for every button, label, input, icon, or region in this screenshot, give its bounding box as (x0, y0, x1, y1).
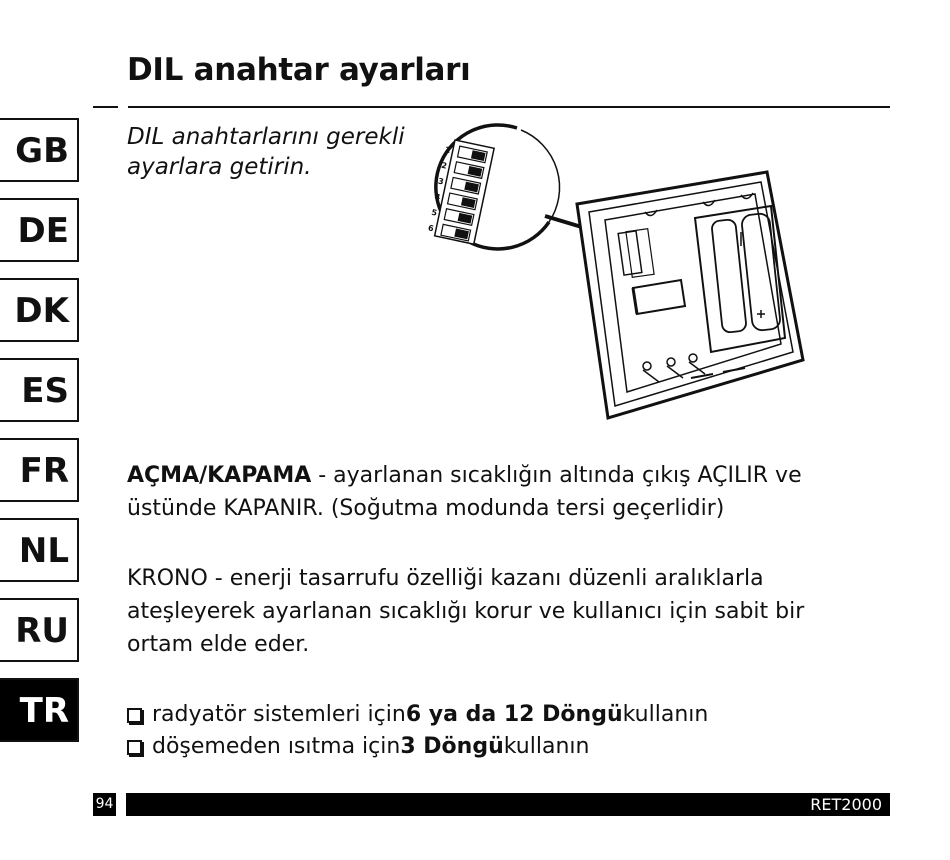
list-item-bold: 6 ya da 12 Döngü (405, 702, 623, 727)
checkbox-icon (127, 740, 142, 755)
switch-number-4: 4 (433, 192, 442, 203)
paragraph-krono-line-1: KRONO - enerji tasarrufu özelliği kazanı düzenli aralıklarla (127, 566, 764, 591)
paragraph-krono-line-3: ortam elde eder. (127, 632, 310, 657)
list-item-text-post: kullanın (622, 702, 709, 727)
list-item (127, 731, 708, 763)
on-off-description: - ayarlanan sıcaklığın altında çıkış AÇILIR ve (311, 463, 802, 488)
title-rule-gap (118, 105, 128, 109)
list-item-text-pre: döşemeden ısıtma için (152, 734, 401, 759)
intro-text (127, 122, 427, 182)
list-item-text-post: kullanın (503, 734, 590, 759)
paragraph-krono (127, 562, 867, 661)
lang-tab-fr[interactable]: FR (0, 438, 79, 502)
lang-tab-tr[interactable]: TR (0, 678, 79, 742)
lang-tab-de[interactable]: DE (0, 198, 79, 262)
switch-number-2: 2 (440, 160, 448, 171)
lang-tab-nl[interactable]: NL (0, 518, 79, 582)
page-title: DIL anahtar ayarları (127, 52, 471, 88)
paragraph-on-off-line-2: üstünde KAPANIR. (Soğutma modunda tersi geçerlidir) (127, 496, 725, 521)
page-number: 94 (93, 793, 116, 816)
thermostat-dil-switch-illustration (415, 120, 815, 425)
lang-tab-dk[interactable]: DK (0, 278, 79, 342)
list-item-bold: 3 Döngü (400, 734, 504, 759)
paragraph-on-off-line-1 (127, 459, 867, 492)
thermostat-base (577, 172, 803, 418)
intro-line-2: ayarlara getirin. (127, 154, 312, 180)
title-rule (93, 106, 890, 108)
checkbox-icon (127, 708, 142, 723)
list-item-text-pre: radyatör sistemleri için (152, 702, 406, 727)
lang-tab-gb[interactable]: GB (0, 118, 79, 182)
paragraph-krono-line-2: ateşleyerek ayarlanan sıcaklığı korur ve kullanıcı için sabit bir (127, 599, 805, 624)
on-off-term: AÇMA/KAPAMA (127, 463, 312, 488)
switch-number-3: 3 (437, 176, 445, 187)
switch-number-5: 5 (430, 207, 438, 218)
checkbox-list (127, 699, 708, 763)
list-item (127, 699, 708, 731)
lang-tab-es[interactable]: ES (0, 358, 79, 422)
footer-model-bar: RET2000 (126, 793, 890, 816)
switch-number-1: 1 (443, 145, 452, 156)
paragraph-on-off (127, 459, 867, 525)
switch-number-6: 6 (427, 223, 435, 234)
lang-tab-ru[interactable]: RU (0, 598, 79, 662)
intro-line-1: DIL anahtarlarını gerekli (127, 124, 405, 150)
